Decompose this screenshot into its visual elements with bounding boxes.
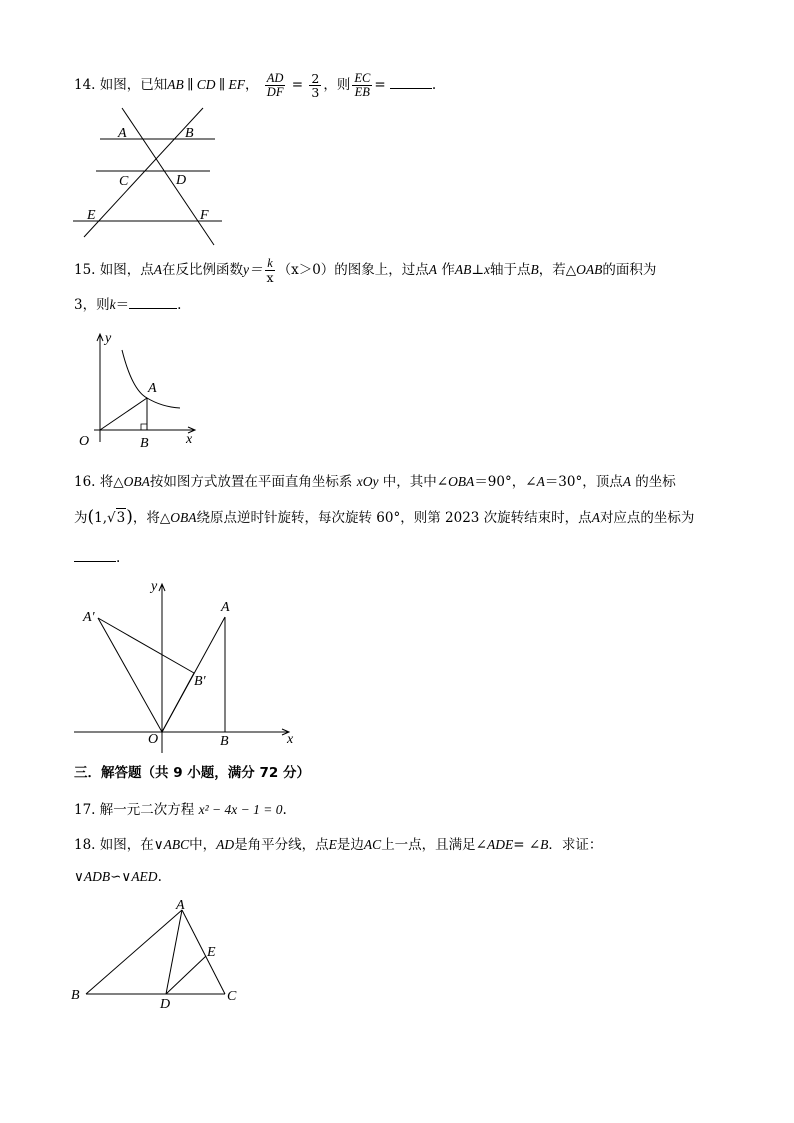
q16-label-o: O [148,732,159,747]
q14-label-a: A [118,126,127,141]
q16-label-b: B [220,734,229,749]
q14-label-c: C [119,174,129,189]
q15-text-1: 如图，点 [99,262,154,278]
q16-coord-sqrt-value: 3 [116,510,126,526]
q14-comma: ， [245,77,259,93]
q15-line2-a: 3，则 [74,297,110,313]
q15-text-5: 轴于点 [490,262,531,278]
q15-segment-oa [100,398,147,430]
q16-line2-text-4: 对应点的坐标为 [599,510,695,526]
q14-equals: = [291,77,304,93]
q18-ac: AC [363,837,382,852]
q14-diagram [70,100,230,250]
q15-period: . [177,297,182,313]
q18-label-a: A [176,898,185,913]
q16-label-a-prime: A′ [83,610,95,625]
q17-period: . [282,802,287,818]
q18-triangle-abc: ∨ABC [153,837,190,852]
q18-line-2 [74,868,162,886]
q18-angle-b: B [540,837,549,852]
q16-text-3: 中，其中∠ [382,474,449,490]
q14-text-1: 如图，已知 [99,77,168,93]
q18-side-ac [182,910,225,994]
q15-fraction-k-x [265,257,276,284]
q15-answer-blank[interactable] [129,296,177,309]
q18-line-1 [74,836,602,854]
q16-label-a: A [221,600,230,615]
q16-angle-oba: OBA [448,474,475,489]
q16-text-2: 按如图方式放置在平面直角坐标系 [149,474,353,490]
q14-label-f: F [200,208,209,223]
q15-line-2 [74,296,181,314]
q16-coord-open-paren: ( [87,507,95,527]
q16-segment-a-prime-b-prime [98,618,194,673]
q14-fraction-ec-eb [352,72,372,99]
q15-right-angle-mark [141,424,147,430]
q15-triangle-oab: OAB [576,262,603,277]
q16-period: . [116,550,121,566]
q16-label-y: y [151,579,158,594]
q16-diagram [74,576,304,756]
q18-period: . [157,869,162,885]
q16-line-1 [74,473,676,491]
q15-frac-den: x [266,270,274,285]
q15-label-x: x [186,432,193,447]
q15-label-y: y [105,331,112,346]
q16-segment-ob-prime [162,673,194,732]
q17-line [74,801,287,819]
q16-line-3 [74,549,120,567]
q15-text-4: 作 [441,262,455,278]
q18-similarity-statement: ∨ADB∽∨AED [74,869,158,884]
q14-label-d: D [176,173,187,188]
q18-text-2: 中， [189,837,217,853]
q16-coord-x: 1, [94,510,108,526]
q15-number: 15. [74,262,96,278]
q14-number: 14. [74,77,96,93]
q17-number: 17. [74,802,96,818]
q16-coord-close-paren: ) [126,507,133,527]
q18-angle-ade: ADE [487,837,514,852]
q16-segment-oa-prime [98,618,162,732]
q14-frac3-num: EC [354,71,371,85]
q14-answer-blank[interactable] [390,76,432,89]
q14-period: . [431,77,437,93]
q15-line2-b: ＝ [115,297,130,313]
q14-parallel-relation: AB ∥ CD ∥ EF [167,77,245,92]
q14-text-2: ，则 [323,77,351,93]
q16-text-1: 将△ [99,474,124,490]
q18-text-7: ．求证： [548,837,603,853]
q15-condition: （x＞0） [277,262,335,278]
q18-diagram [70,895,250,1015]
q16-label-x: x [287,732,294,747]
q15-k: k [109,297,116,312]
q16-text-5: ＝30°，顶点 [544,474,623,490]
q15-point-a: A [153,262,163,277]
q15-ab-perp: AB⊥x [454,262,491,277]
q14-fraction-ad-df [265,72,286,99]
q15-label-o: O [79,434,90,449]
q17-text-1: 解一元二次方程 [99,802,195,818]
q18-label-c: C [227,989,237,1004]
q16-line-2 [74,508,694,527]
q16-sqrt-sign: √ [107,510,116,526]
q15-point-a-2: A [428,262,438,277]
q14-fraction-2-3 [309,72,321,99]
q16-number: 16. [74,474,96,490]
q16-vertex-a: A [622,474,631,489]
q14-frac2-den: 3 [311,85,320,100]
q16-text-6: 的坐标 [635,474,676,490]
q14-frac3-den: EB [354,85,370,99]
q16-label-b-prime: B′ [194,674,206,689]
q16-line2-text-1: 为 [74,510,88,526]
q16-line2-text-2: ，将△ [132,510,171,526]
q18-ad: AD [216,837,235,852]
q14-line [74,72,436,99]
q15-line-1 [74,257,656,284]
q16-xoy: xOy [356,474,379,489]
q16-answer-blank[interactable] [74,549,116,562]
q18-text-4: 是边 [336,837,364,853]
q18-text-6: = ∠ [513,837,541,853]
q14-frac1-num: AD [266,71,284,85]
q18-e: E [328,837,337,852]
q15-text-3: 的图象上，过点 [334,262,429,278]
q15-label-a: A [148,381,157,396]
q18-label-e: E [207,945,216,960]
q18-label-d: D [160,997,171,1012]
q16-point-a-3: A [591,510,600,525]
q15-text-6: ，若△ [538,262,577,278]
q14-equals-2: = [374,77,386,93]
q18-text-5: 上一点，且满足∠ [381,837,487,853]
q15-point-b: B [530,262,539,277]
q18-label-b: B [71,988,80,1003]
q18-number: 18. [74,837,96,853]
q15-diagram [74,330,204,450]
q15-text-2: 在反比例函数 [162,262,244,278]
q15-label-b: B [140,436,149,451]
q16-angle-a: A [536,474,545,489]
q16-triangle-oba-2: OBA [170,510,197,525]
q18-text-1: 如图，在 [99,837,154,853]
q17-equation: x² − 4x − 1 = 0 [198,802,283,817]
q18-side-ab [86,910,182,994]
q16-triangle-oba: OBA [123,474,150,489]
q16-line2-text-3: 绕原点逆时针旋转，每次旋转 60°，则第 2023 次旋转结束时，点 [196,510,592,526]
q15-text-7: 的面积为 [602,262,657,278]
q15-hyperbola [122,350,180,408]
q14-line-bf-transversal [122,108,214,245]
q15-y-eq: y＝ [243,262,263,277]
q15-frac-num: k [267,256,273,270]
q18-text-3: 是角平分线，点 [234,837,329,853]
q16-text-4: ＝90°，∠ [474,474,537,490]
q14-label-e: E [87,208,96,223]
q14-frac2-num: 2 [311,71,320,86]
section-3-heading: 三．解答题（共 9 小题，满分 72 分） [74,765,310,781]
q14-frac1-den: DF [266,85,284,99]
q14-label-b: B [185,126,194,141]
